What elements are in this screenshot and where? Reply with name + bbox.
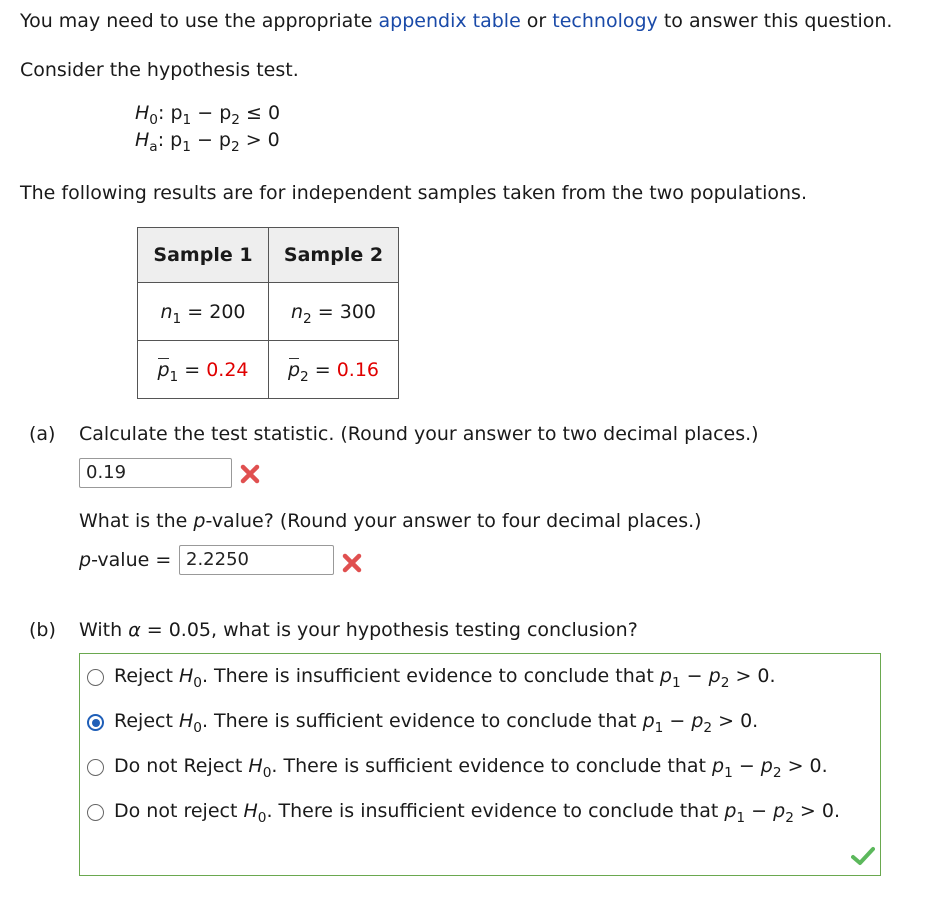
option-label-1[interactable]: Reject $H_0$. There is insufficient evidence to conclude that $p_1 - p_2 > 0$. <box>114 665 776 691</box>
part-b-label: (b) <box>29 619 56 641</box>
option-radio-1[interactable] <box>87 669 104 686</box>
option-radio-3[interactable] <box>87 759 104 776</box>
null-hypothesis: $H_0$: $p_1 - p_2 \le 0$ <box>135 102 281 128</box>
consider-text: Consider the hypothesis test. <box>20 59 299 81</box>
table-header-row <box>138 228 399 283</box>
option-label-3[interactable]: Do not Reject $H_0$. There is sufficient evidence to conclude that $p_1 - p_2 > 0$. <box>114 755 828 781</box>
appendix-table-link[interactable]: appendix table <box>378 10 521 32</box>
option-radio-2[interactable] <box>87 714 104 731</box>
table-row <box>138 341 399 399</box>
pvalue-question: What is the p-value? (Round your answer to four decimal places.) <box>79 510 702 532</box>
table-row <box>138 283 399 341</box>
header-sample-1: Sample 1 <box>138 228 269 283</box>
check-mark-icon <box>851 846 875 866</box>
n2-cell: $n_2 = 300$ <box>269 283 399 341</box>
pvalue-label: p-value = <box>79 549 172 571</box>
technology-link[interactable]: technology <box>552 10 658 32</box>
option-label-2[interactable]: Reject $H_0$. There is sufficient evidence to conclude that $p_1 - p_2 > 0$. <box>114 710 759 736</box>
part-a-question: Calculate the test statistic. (Round your answer to two decimal places.) <box>79 423 759 445</box>
following-text: The following results are for independent samples taken from the two populations. <box>20 182 807 204</box>
x-mark-icon <box>239 463 261 485</box>
test-statistic-input[interactable]: 0.19 <box>79 458 232 488</box>
pvalue-input[interactable]: 2.2250 <box>179 545 334 575</box>
header-sample-2: Sample 2 <box>269 228 399 283</box>
intro-text: You may need to use the appropriate appendix table or technology to answer this question. <box>20 10 893 32</box>
samples-table <box>137 227 399 399</box>
part-b-question: With α = 0.05, what is your hypothesis testing conclusion? <box>79 619 638 641</box>
p1-cell: $p_1 = 0.24$ <box>138 341 269 399</box>
p2-cell: $p_2 = 0.16$ <box>269 341 399 399</box>
alternative-hypothesis: $H_a$: $p_1 - p_2 > 0$ <box>135 129 280 155</box>
option-radio-4[interactable] <box>87 804 104 821</box>
x-mark-icon <box>341 552 363 574</box>
n1-cell: $n_1 = 200$ <box>138 283 269 341</box>
option-label-4[interactable]: Do not reject $H_0$. There is insufficient evidence to conclude that $p_1 - p_2 > 0$. <box>114 800 841 826</box>
part-a-label: (a) <box>29 423 56 445</box>
